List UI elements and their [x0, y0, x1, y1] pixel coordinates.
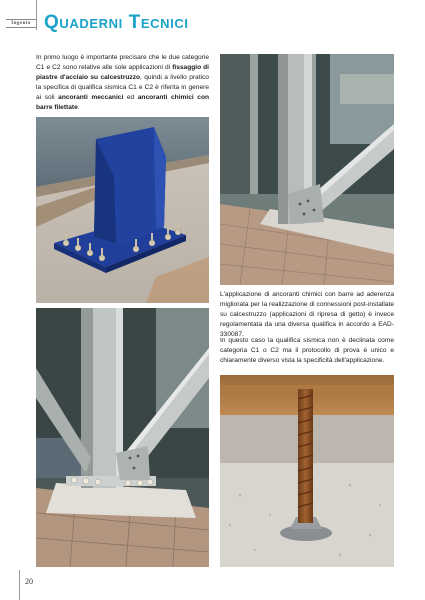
rebar-anchor-photo [220, 375, 394, 567]
column-base-connection-photo [36, 308, 209, 567]
seismic-category-paragraph: In questo caso la qualifica sismica non è declinata come categoria C1 o C2 ma il protocollo di prova è unico e chiaramente diverso vista la specificità dell'applicazione. [220, 337, 394, 364]
highlight-chemical-anchors: ancoranti chimici con barre filettate [36, 94, 210, 111]
steel-column-brace-photo [220, 54, 394, 285]
ead-paragraph: L'applicazione di ancoranti chimici con barre ad aderenza migliorata per la realizzazione di connessioni post-installate su calcestruzzo (applicazioni di ripresa di getto) è invece regolamentata da una diversa qualifica in accordo a EAD-330087. [220, 291, 394, 338]
footer-divider [19, 570, 20, 600]
intro-paragraph: In primo luogo è importante precisare che le due categorie C1 e C2 sono relative alle sole applicazioni di fissaggio di piastre d'acciaio su calcestruzzo, quindi a livello pratico la specifica di qualifica sismica C1 e C2 è riferita in genere ai soli ancoranti meccanici ed ancoranti chimici con barre filettate. [36, 54, 210, 111]
page-number: 20 [25, 577, 33, 586]
section-title: Quaderni Tecnici [44, 12, 189, 33]
magazine-logo: Ingenio [6, 19, 36, 28]
header-divider [36, 0, 37, 30]
blue-steel-base-plate-photo [36, 117, 209, 303]
highlight-mechanical-anchors: ancoranti meccanici [58, 94, 124, 101]
highlight-plate-fixing: fissaggio di piastre d'acciaio su calcestruzzo [36, 64, 210, 81]
